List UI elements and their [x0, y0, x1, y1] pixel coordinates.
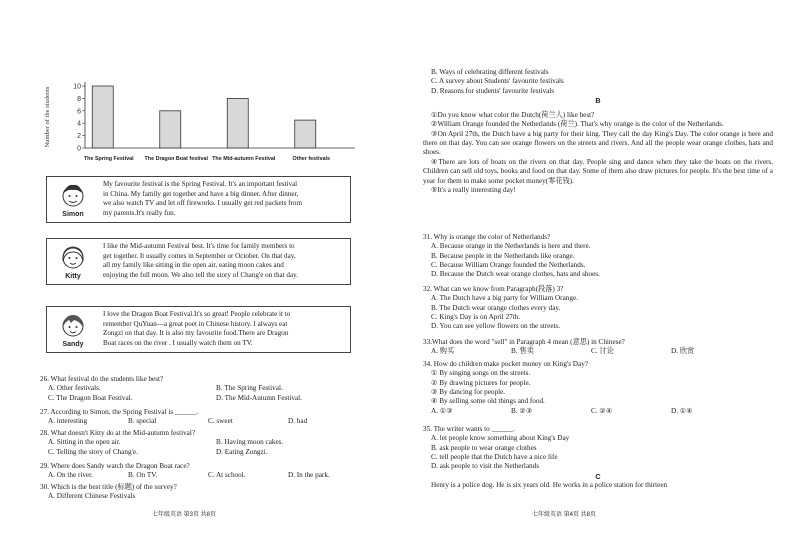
option-a[interactable]: A. Different Chinese Festivals: [48, 492, 136, 501]
passage-c-start: Henry is a police dog. He is six years old. He works in a police station for thirteen: [431, 481, 668, 490]
option-c[interactable]: C. tell people that the Dutch have a nice life: [431, 453, 558, 462]
option-a[interactable]: A. Other festivals.: [48, 384, 101, 393]
option-b[interactable]: B. 售卖: [511, 347, 534, 356]
question-29: [40, 462, 370, 481]
question-options: [423, 407, 773, 416]
y-tick-label: 10: [73, 83, 81, 91]
option-b[interactable]: B. The Dutch wear orange clothes every day.: [431, 303, 561, 312]
bar: [92, 86, 113, 148]
x-category-label: Other festivals: [292, 156, 330, 162]
option-d[interactable]: D. bad: [288, 417, 308, 426]
option-c[interactable]: C. Telling the story of Chang'e.: [48, 447, 138, 456]
card-text: [99, 307, 350, 352]
card-name: Kitty: [65, 273, 81, 281]
option-a[interactable]: A. ①③: [431, 406, 453, 415]
choice-line: ④ By selling some old things and food.: [431, 397, 545, 406]
option-d[interactable]: D. ①④: [671, 406, 693, 415]
option-b[interactable]: B. Because people in the Netherlands like orange.: [431, 251, 575, 260]
question-stem: 31. Why is orange the color of Netherlands?: [423, 233, 551, 241]
y-tick-label: 0: [77, 145, 81, 153]
card-text: [99, 239, 350, 284]
question-stem: 27. According to Simon, the Spring Festival is ______.: [40, 408, 199, 416]
passage-paragraph: ③On April 27th, the Dutch have a big party for their king. They call the day King's Day. The color orange is here and there on that day. You can see orange flowers on the streets and rivers. And all the people wear orange clothes, hats and shoes.: [423, 129, 773, 157]
option-a[interactable]: A. On the river.: [48, 471, 93, 480]
card-avatar-area: [47, 177, 99, 222]
question-options: [40, 471, 370, 480]
option-b[interactable]: B. special: [128, 417, 157, 426]
option-b[interactable]: B. Having moon cakes.: [216, 438, 284, 447]
option-a[interactable]: A. The Dutch have a big party for William Orange.: [431, 294, 578, 303]
y-tick-label: 4: [77, 120, 81, 128]
section-b-heading: B: [595, 96, 601, 106]
option-c[interactable]: C. The Dragon Boat Festival.: [48, 393, 133, 402]
option-c[interactable]: C. sweet: [208, 417, 233, 426]
option-b[interactable]: B. ②③: [511, 406, 533, 415]
option-d[interactable]: D. You can see yellow flowers on the streets.: [431, 322, 561, 331]
girl-face-icon: [59, 243, 87, 271]
question-33: [423, 338, 773, 357]
passage-paragraph: ②William Orange founded the Netherlands (荷兰). That's why orange is the color of the Netherlands.: [431, 120, 724, 129]
y-tick-label: 8: [77, 95, 81, 103]
bar-chart-svg: [40, 70, 360, 170]
question-28: [40, 429, 370, 457]
question-32: [423, 285, 773, 332]
option-a[interactable]: A. Sitting in the open air.: [48, 438, 121, 447]
question-34: [423, 360, 773, 416]
boy-face-icon: [59, 181, 87, 209]
option-c[interactable]: C. A survey about Students' favourite festivals: [431, 77, 564, 86]
question-27: [40, 408, 370, 427]
card-line: my parents.It's really fun.: [103, 208, 176, 217]
option-c[interactable]: C. ②④: [591, 406, 613, 415]
passage-paragraph: ①Do you know what color the Dutch(荷兰人) like best?: [431, 111, 595, 119]
option-c[interactable]: C. King's Day is on April 27th.: [431, 313, 521, 322]
question-stem: 26. What festival do the students like best?: [40, 375, 164, 383]
option-a[interactable]: A. 购买: [431, 347, 455, 356]
option-a[interactable]: A. let people know something about King's Day: [431, 434, 570, 443]
option-a[interactable]: A. Because orange in the Netherlands is here and there.: [431, 242, 591, 251]
card-avatar-area: [47, 239, 99, 284]
question-stem: 30. Which is the best title (标题) of the survey?: [40, 483, 177, 491]
bar: [160, 111, 181, 148]
question-options: [40, 438, 370, 457]
card-line: My favourite festival is the Spring Festival. It's an important festival: [103, 180, 298, 188]
card-line: get together. It usually comes in September or October. On that day,: [103, 251, 296, 260]
option-d[interactable]: D. ask people to visit the Netherlands: [431, 462, 539, 471]
card-text: [99, 177, 350, 222]
passage-paragraph: ⑤It's a really interesting day!: [431, 185, 516, 194]
option-d[interactable]: D. 欣赏: [671, 347, 695, 356]
option-b[interactable]: B. Ways of celebrating different festivals: [431, 68, 549, 76]
card-name: Sandy: [62, 341, 84, 349]
card-sandy: [46, 306, 351, 353]
passage-paragraph: [423, 158, 773, 186]
card-simon: [46, 176, 351, 223]
card-name: Simon: [62, 211, 84, 219]
bar: [227, 98, 248, 148]
bar: [295, 120, 316, 148]
card-kitty: [46, 238, 351, 285]
y-axis-label: Number of the students: [44, 86, 51, 148]
x-category-label: The Spring Festival: [83, 156, 134, 162]
option-d[interactable]: D. In the park.: [288, 471, 330, 480]
question-options: [40, 384, 370, 403]
choice-line: ① By singing songs on the streets.: [431, 369, 531, 378]
question-stem: 34. How do children make pocket money on King's Day?: [423, 360, 588, 368]
question-31: [423, 233, 773, 280]
passage-text: ④There are lots of boats on the rivers on that day. People sing and dance when they take the boats on the rivers. Children can sell old toys, books and food on that day. Some of them also draw pictures for people. It's the best time of a year for them to make some pocket money(零花钱).: [423, 157, 773, 185]
question-stem: 28. What doesn't Kitty do at the Mid-autumn festival?: [40, 429, 196, 437]
question-stem: 35. The writer wants to ______.: [423, 425, 515, 433]
section-c-heading: C: [595, 471, 601, 481]
option-d[interactable]: D. The Mid-Autumn Festival.: [216, 393, 302, 402]
card-line: we also watch TV and let off fireworks. I usually get red packets from: [103, 199, 302, 208]
option-c[interactable]: C. Because William Orange founded the Netherlands.: [431, 261, 586, 270]
question-30: [40, 483, 370, 502]
question-30-continued: [423, 68, 773, 105]
option-a[interactable]: A. interesting: [48, 417, 88, 426]
right-page: [397, 0, 794, 550]
option-b[interactable]: B. ask people to wear orange clothes: [431, 443, 537, 452]
option-c[interactable]: C. At school.: [208, 471, 246, 480]
footer-page-4: 七年级英语 第4页 共8页: [532, 512, 597, 519]
footer-page-3: 七年级英语 第3页 共8页: [152, 512, 217, 519]
option-d[interactable]: D. Because the Dutch wear orange clothes, hats and shoes.: [431, 270, 600, 279]
option-c[interactable]: C. 讨论: [591, 347, 614, 356]
card-line: Zongzi on that day. It is also my favourite food.There are Dragon: [103, 329, 289, 338]
card-line: in China. My family get together and have a big dinner. After dinner,: [103, 189, 299, 198]
question-35: [423, 425, 773, 491]
card-avatar-area: [47, 307, 99, 352]
card-line: Boat races on the river . I usually watch them on TV.: [103, 338, 253, 347]
card-line: enjoying the full moon. We also tell the story of Chang'e on that day.: [103, 270, 298, 279]
option-d[interactable]: D. Eating Zongzi.: [216, 447, 268, 456]
card-line: I love the Dragon Boat Festival.It's so great! People celebrate it to: [103, 310, 291, 318]
y-tick-label: 2: [77, 133, 81, 141]
passage-b: [423, 111, 773, 195]
question-stem: 29. Where does Sandy watch the Dragon Boat race?: [40, 462, 190, 470]
y-tick-label: 6: [77, 108, 81, 116]
question-options: [40, 417, 370, 426]
girl-face-icon: [59, 311, 87, 339]
option-d[interactable]: D. Reasons for students' favourite festivals: [431, 86, 555, 95]
card-line: remember QuYuan—a great poet in Chinese history. I always eat: [103, 319, 288, 328]
option-b[interactable]: B. The Spring Festival.: [216, 384, 283, 393]
choice-line: ② By drawing pictures for people.: [431, 378, 531, 387]
question-options: [423, 347, 773, 356]
question-26: [40, 375, 370, 403]
x-category-label: The Mid-autumn Festival: [212, 156, 276, 162]
card-line: all my family like sitting in the open air, eating moon cakes and: [103, 261, 284, 270]
question-stem: 33.What does the word "sell" in Paragraph 4 mean (意思) in Chinese?: [423, 338, 625, 346]
option-b[interactable]: B. On TV.: [128, 471, 158, 480]
bar-chart: [40, 70, 360, 170]
choice-line: ③ By dancing for people.: [431, 388, 506, 397]
card-line: I like the Mid-autumn Festival best. It's time for family members to: [103, 242, 295, 250]
x-category-label: The Dragon Boat festival: [144, 156, 209, 162]
question-stem: 32. What can we know from Paragraph(段落) 3?: [423, 285, 564, 293]
